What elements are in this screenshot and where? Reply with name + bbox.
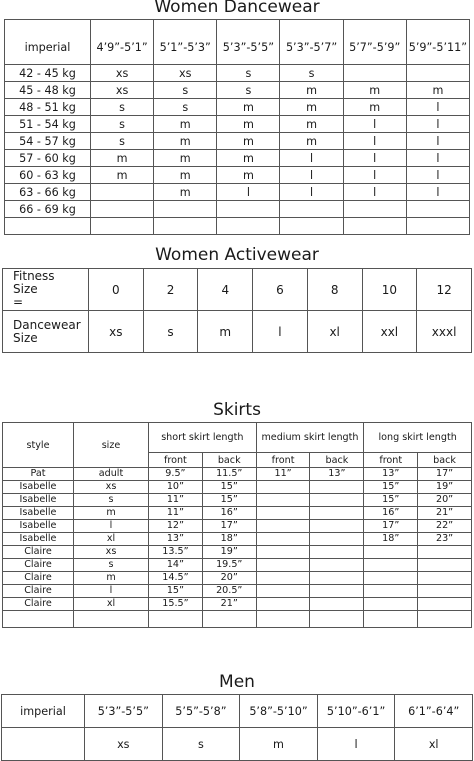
size-cell: l: [343, 116, 406, 133]
length-cell: 21”: [202, 598, 256, 611]
size-cell: [406, 65, 469, 82]
size-cell: xs: [154, 65, 217, 82]
medium-skirt-header: medium skirt length: [256, 423, 364, 453]
size-cell: m: [154, 116, 217, 133]
size-cell: [280, 218, 343, 235]
size-cell: m: [240, 728, 318, 761]
size-cell: [343, 201, 406, 218]
length-cell: 15.5”: [149, 598, 203, 611]
size-cell: [217, 201, 280, 218]
size-cell: s: [91, 99, 154, 116]
size-cell: s: [154, 99, 217, 116]
size-cell: m: [217, 116, 280, 133]
size-cell: m: [217, 99, 280, 116]
table-row: [3, 533, 472, 546]
length-cell: [310, 507, 364, 520]
size-cell: l: [280, 167, 343, 184]
size-cell: l: [406, 116, 469, 133]
size-cell: m: [154, 133, 217, 150]
empty-cell: [364, 611, 418, 628]
skirts-size-header: size: [74, 423, 149, 468]
skirts-length-table: [2, 422, 472, 628]
size-cell: m: [217, 133, 280, 150]
table-row: [3, 598, 472, 611]
size-cell: l: [280, 184, 343, 201]
length-cell: [256, 572, 310, 585]
dancewear-size-row: [3, 311, 472, 353]
size-cell: m: [91, 150, 154, 167]
imperial-header: imperial: [2, 695, 85, 728]
weight-range-cell: 42 - 45 kg: [5, 65, 91, 82]
style-cell: Isabelle: [3, 481, 74, 494]
men-title: Men: [219, 672, 255, 692]
long-back-header: back: [418, 453, 472, 468]
length-cell: 20.5”: [202, 585, 256, 598]
size-cell: s: [91, 116, 154, 133]
size-cell: l: [217, 184, 280, 201]
style-cell: Isabelle: [3, 494, 74, 507]
size-cell: m: [74, 507, 149, 520]
size-cell: s: [91, 133, 154, 150]
fitness-size-cell: 8: [307, 269, 362, 311]
length-cell: 11.5”: [202, 468, 256, 481]
men-header-row: [2, 695, 473, 728]
length-cell: 17”: [418, 468, 472, 481]
table-row: [3, 481, 472, 494]
table-row: [5, 167, 470, 184]
medium-front-header: front: [256, 453, 310, 468]
length-cell: 15”: [202, 494, 256, 507]
length-cell: 21”: [418, 507, 472, 520]
weight-range-cell: 51 - 54 kg: [5, 116, 91, 133]
row-label-line: Fitness: [13, 269, 55, 283]
size-cell: [154, 218, 217, 235]
dancewear-size-label: [3, 311, 89, 353]
empty-cell: [74, 611, 149, 628]
table-row: [5, 82, 470, 99]
size-cell: m: [74, 572, 149, 585]
weight-range-cell: 66 - 69 kg: [5, 201, 91, 218]
weight-range-cell: 63 - 66 kg: [5, 184, 91, 201]
size-cell: s: [74, 494, 149, 507]
dancewear-size-cell: l: [253, 311, 308, 353]
style-cell: Claire: [3, 559, 74, 572]
length-cell: [256, 585, 310, 598]
length-cell: 17”: [364, 520, 418, 533]
length-cell: 10”: [149, 481, 203, 494]
length-cell: [310, 585, 364, 598]
dancewear-title: Women Dancewear: [154, 0, 320, 17]
length-cell: 14.5”: [149, 572, 203, 585]
long-front-header: front: [364, 453, 418, 468]
long-skirt-header: long skirt length: [364, 423, 472, 453]
weight-range-cell: 54 - 57 kg: [5, 133, 91, 150]
imperial-header: imperial: [5, 20, 91, 65]
size-cell: l: [343, 150, 406, 167]
length-cell: 18”: [202, 533, 256, 546]
men-size-table: [1, 694, 473, 761]
fitness-size-cell: 4: [198, 269, 253, 311]
size-cell: [91, 201, 154, 218]
length-cell: [256, 598, 310, 611]
style-cell: Pat: [3, 468, 74, 481]
length-cell: [256, 520, 310, 533]
length-cell: 22”: [418, 520, 472, 533]
length-cell: [256, 533, 310, 546]
row-label-line: Size: [13, 282, 38, 296]
length-cell: [256, 507, 310, 520]
length-cell: [364, 572, 418, 585]
skirts-header-row: [3, 423, 472, 453]
table-row: [3, 507, 472, 520]
dancewear-size-cell: m: [198, 311, 253, 353]
style-cell: Isabelle: [3, 533, 74, 546]
size-cell: xl: [74, 598, 149, 611]
length-cell: 13”: [310, 468, 364, 481]
table-row: [5, 133, 470, 150]
length-cell: [256, 494, 310, 507]
length-cell: 11”: [256, 468, 310, 481]
skirts-title: Skirts: [213, 400, 261, 420]
style-cell: Claire: [3, 546, 74, 559]
dancewear-size-cell: xs: [89, 311, 144, 353]
length-cell: [256, 559, 310, 572]
dancewear-size-cell: s: [143, 311, 198, 353]
size-cell: [343, 65, 406, 82]
size-cell: l: [406, 184, 469, 201]
size-cell: [406, 201, 469, 218]
row-label-line: =: [13, 295, 24, 309]
length-cell: 15”: [149, 585, 203, 598]
size-cell: m: [280, 133, 343, 150]
length-cell: 15”: [364, 481, 418, 494]
height-range-header: 5’3”-5’5”: [217, 20, 280, 65]
size-cell: m: [343, 99, 406, 116]
length-cell: 11”: [149, 507, 203, 520]
size-cell: l: [406, 99, 469, 116]
size-cell: xs: [74, 546, 149, 559]
size-cell: [154, 201, 217, 218]
length-cell: [310, 559, 364, 572]
empty-cell: [149, 611, 203, 628]
size-cell: [280, 201, 343, 218]
length-cell: [310, 572, 364, 585]
length-cell: [364, 585, 418, 598]
row-label-line: Size: [13, 330, 38, 345]
size-cell: adult: [74, 468, 149, 481]
length-cell: [364, 598, 418, 611]
length-cell: 19”: [202, 546, 256, 559]
fitness-size-cell: 10: [362, 269, 417, 311]
size-cell: m: [280, 82, 343, 99]
dancewear-size-cell: xxl: [362, 311, 417, 353]
size-cell: l: [343, 167, 406, 184]
style-cell: Isabelle: [3, 520, 74, 533]
table-row: [3, 468, 472, 481]
empty-cell: [310, 611, 364, 628]
size-cell: m: [217, 150, 280, 167]
fitness-size-label: [3, 269, 89, 311]
dancewear-header-row: [5, 20, 470, 65]
length-cell: 14”: [149, 559, 203, 572]
table-row: [3, 494, 472, 507]
size-cell: s: [162, 728, 240, 761]
length-cell: [418, 572, 472, 585]
table-row: [3, 585, 472, 598]
fitness-size-cell: 0: [89, 269, 144, 311]
length-cell: [310, 546, 364, 559]
size-cell: [91, 184, 154, 201]
height-range-header: 5’5”-5’8”: [162, 695, 240, 728]
short-front-header: front: [149, 453, 203, 468]
table-row: [5, 150, 470, 167]
weight-range-cell: 45 - 48 kg: [5, 82, 91, 99]
table-row: [3, 559, 472, 572]
weight-range-cell: 60 - 63 kg: [5, 167, 91, 184]
size-cell: m: [91, 167, 154, 184]
size-cell: [2, 728, 85, 761]
size-cell: m: [154, 184, 217, 201]
fitness-size-cell: 12: [417, 269, 472, 311]
length-cell: 20”: [418, 494, 472, 507]
length-cell: [364, 546, 418, 559]
table-row: [5, 184, 470, 201]
size-cell: l: [406, 133, 469, 150]
size-cell: l: [317, 728, 395, 761]
length-cell: [310, 520, 364, 533]
size-cell: m: [280, 99, 343, 116]
length-cell: 18”: [364, 533, 418, 546]
length-cell: [310, 533, 364, 546]
length-cell: [418, 585, 472, 598]
length-cell: [310, 598, 364, 611]
empty-cell: [256, 611, 310, 628]
size-cell: xl: [74, 533, 149, 546]
empty-row: [3, 611, 472, 628]
size-cell: l: [74, 520, 149, 533]
size-cell: l: [280, 150, 343, 167]
size-cell: [343, 218, 406, 235]
table-row: [3, 572, 472, 585]
empty-cell: [418, 611, 472, 628]
size-cell: s: [280, 65, 343, 82]
dancewear-size-table: [4, 19, 470, 235]
height-range-header: 5’3”-5’7”: [280, 20, 343, 65]
short-back-header: back: [202, 453, 256, 468]
height-range-header: 5’8”-5’10”: [240, 695, 318, 728]
size-cell: xl: [395, 728, 473, 761]
fitness-size-cell: 2: [143, 269, 198, 311]
height-range-header: 5’10”-6’1”: [317, 695, 395, 728]
size-cell: m: [343, 82, 406, 99]
size-cell: s: [74, 559, 149, 572]
size-cell: [91, 218, 154, 235]
table-row: [3, 546, 472, 559]
size-cell: s: [217, 65, 280, 82]
fitness-size-row: [3, 269, 472, 311]
style-cell: Claire: [3, 598, 74, 611]
size-cell: l: [74, 585, 149, 598]
size-cell: [406, 218, 469, 235]
length-cell: 13.5”: [149, 546, 203, 559]
length-cell: 16”: [364, 507, 418, 520]
size-cell: m: [217, 167, 280, 184]
length-cell: [418, 546, 472, 559]
length-cell: 15”: [202, 481, 256, 494]
table-row: [5, 116, 470, 133]
weight-range-cell: [5, 218, 91, 235]
fitness-size-cell: 6: [253, 269, 308, 311]
table-row: [5, 201, 470, 218]
dancewear-size-cell: xxxl: [417, 311, 472, 353]
length-cell: 20”: [202, 572, 256, 585]
size-cell: l: [343, 184, 406, 201]
length-cell: [256, 546, 310, 559]
table-row: [5, 99, 470, 116]
height-range-header: 5’9”-5’11”: [406, 20, 469, 65]
size-cell: m: [154, 167, 217, 184]
height-range-header: 5’3”-5’5”: [85, 695, 163, 728]
size-cell: l: [343, 133, 406, 150]
height-range-header: 5’1”-5’3”: [154, 20, 217, 65]
length-cell: 17”: [202, 520, 256, 533]
size-cell: [217, 218, 280, 235]
size-cell: xs: [85, 728, 163, 761]
height-range-header: 5’7”-5’9”: [343, 20, 406, 65]
dancewear-size-cell: xl: [307, 311, 362, 353]
row-label-line: Dancewear: [13, 317, 81, 332]
length-cell: 12”: [149, 520, 203, 533]
weight-range-cell: 57 - 60 kg: [5, 150, 91, 167]
size-cell: m: [154, 150, 217, 167]
activewear-size-table: [2, 268, 472, 353]
medium-back-header: back: [310, 453, 364, 468]
activewear-title: Women Activewear: [155, 245, 319, 265]
size-cell: m: [406, 82, 469, 99]
skirts-style-header: style: [3, 423, 74, 468]
length-cell: [364, 559, 418, 572]
length-cell: [310, 481, 364, 494]
length-cell: [256, 481, 310, 494]
style-cell: Isabelle: [3, 507, 74, 520]
size-cell: l: [406, 167, 469, 184]
length-cell: 23”: [418, 533, 472, 546]
length-cell: 9.5”: [149, 468, 203, 481]
size-cell: s: [217, 82, 280, 99]
size-cell: l: [406, 150, 469, 167]
empty-cell: [202, 611, 256, 628]
length-cell: 19.5”: [202, 559, 256, 572]
length-cell: 13”: [364, 468, 418, 481]
table-row: [5, 65, 470, 82]
men-size-row: [2, 728, 473, 761]
style-cell: Claire: [3, 585, 74, 598]
size-cell: m: [280, 116, 343, 133]
size-cell: xs: [91, 65, 154, 82]
empty-cell: [3, 611, 74, 628]
height-range-header: 4’9”-5’1”: [91, 20, 154, 65]
weight-range-cell: 48 - 51 kg: [5, 99, 91, 116]
size-cell: xs: [91, 82, 154, 99]
length-cell: 16”: [202, 507, 256, 520]
short-skirt-header: short skirt length: [149, 423, 257, 453]
table-row: [3, 520, 472, 533]
length-cell: 13”: [149, 533, 203, 546]
length-cell: [418, 559, 472, 572]
length-cell: 19”: [418, 481, 472, 494]
style-cell: Claire: [3, 572, 74, 585]
length-cell: [418, 598, 472, 611]
height-range-header: 6’1”-6’4”: [395, 695, 473, 728]
table-row: [5, 218, 470, 235]
length-cell: [310, 494, 364, 507]
size-cell: s: [154, 82, 217, 99]
size-cell: xs: [74, 481, 149, 494]
length-cell: 11”: [149, 494, 203, 507]
length-cell: 15”: [364, 494, 418, 507]
